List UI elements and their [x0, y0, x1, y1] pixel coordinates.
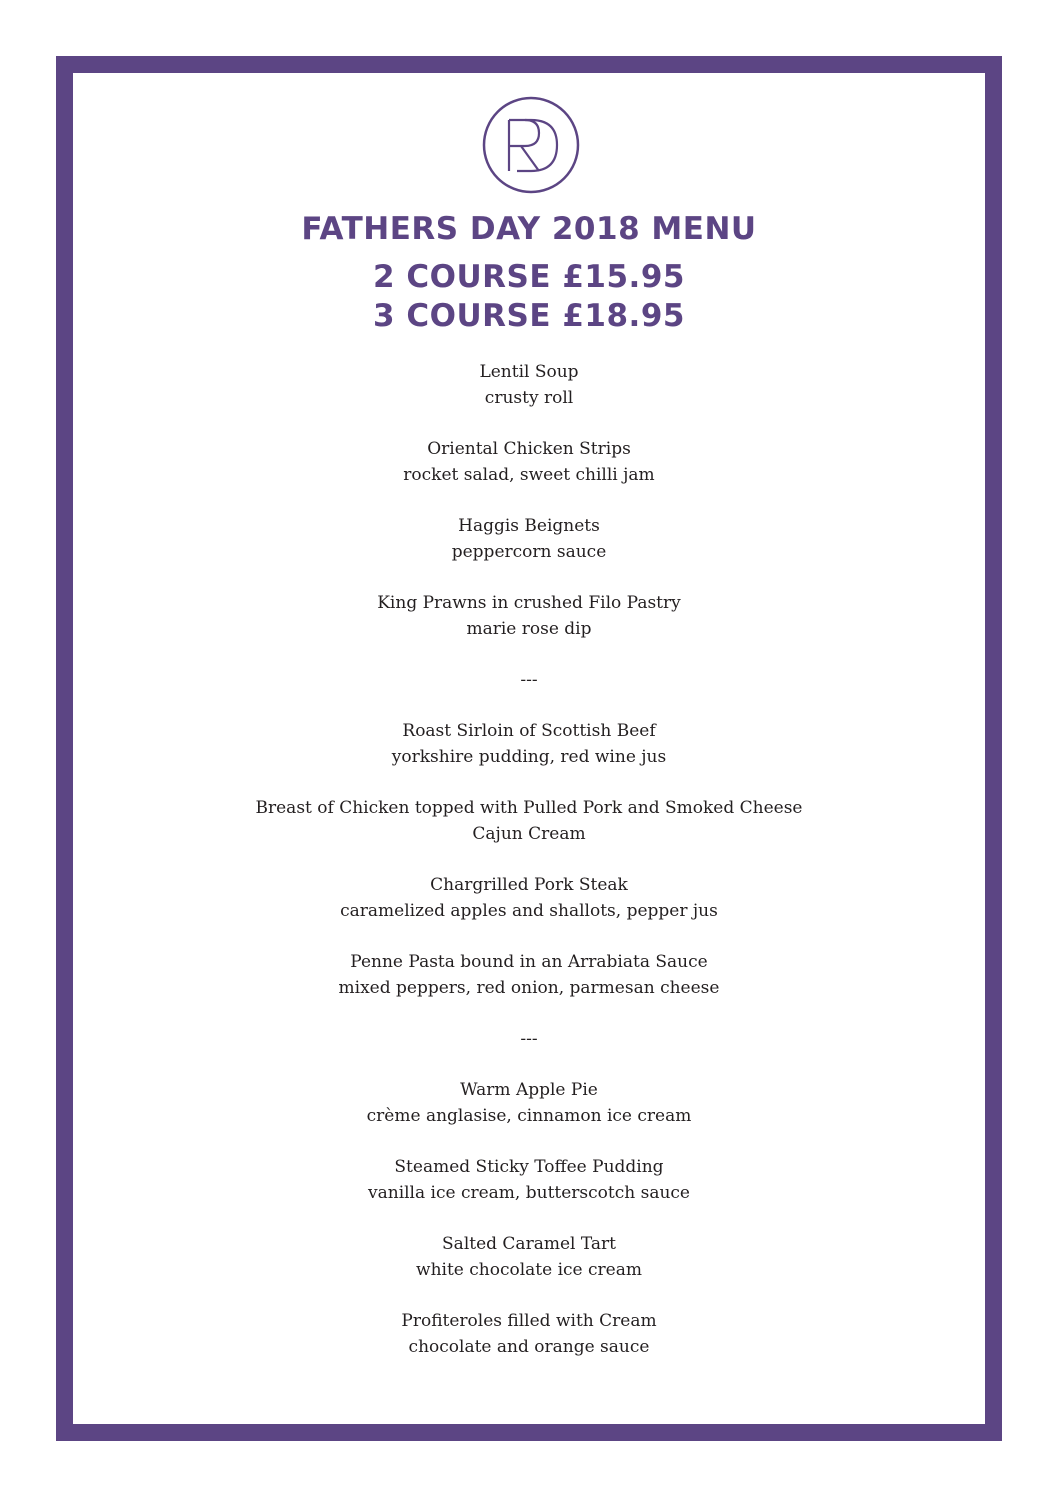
dish-name: King Prawns in crushed Filo Pastry	[377, 593, 681, 613]
dish-description: peppercorn sauce	[451, 542, 607, 562]
dish-name: Lentil Soup	[479, 362, 579, 382]
menu-item	[0, 1077, 1058, 1154]
menu-item	[0, 1308, 1058, 1385]
menu-item	[0, 718, 1058, 795]
menu-item	[0, 1231, 1058, 1308]
dish-description: vanilla ice cream, butterscotch sauce	[368, 1183, 690, 1203]
dish-name: Roast Sirloin of Scottish Beef	[402, 721, 656, 741]
dish-name: Haggis Beignets	[458, 516, 600, 536]
dish-description: rocket salad, sweet chilli jam	[403, 465, 655, 485]
dish-description: Cajun Cream	[472, 824, 586, 844]
menu-item	[0, 872, 1058, 949]
dish-name: Oriental Chicken Strips	[427, 439, 631, 459]
dish-name: Breast of Chicken topped with Pulled Pork and Smoked Cheese	[255, 798, 803, 818]
dish-name: Penne Pasta bound in an Arrabiata Sauce	[350, 952, 708, 972]
dish-description: mixed peppers, red onion, parmesan cheese	[338, 978, 720, 998]
price-three-course: 3 COURSE £18.95	[373, 298, 685, 334]
menu-item	[0, 436, 1058, 513]
menu-item	[0, 1154, 1058, 1231]
menu-item	[0, 949, 1058, 1026]
course-divider: ---	[520, 670, 538, 690]
dish-description: crème anglasise, cinnamon ice cream	[366, 1106, 692, 1126]
dish-description: chocolate and orange sauce	[408, 1337, 650, 1357]
menu-item	[0, 795, 1058, 872]
dish-name: Profiteroles filled with Cream	[401, 1311, 657, 1331]
course-divider: ---	[520, 1029, 538, 1049]
dish-description: crusty roll	[484, 388, 574, 408]
dish-name: Chargrilled Pork Steak	[430, 875, 628, 895]
price-two-course: 2 COURSE £15.95	[373, 259, 685, 295]
menu-item	[0, 359, 1058, 436]
dish-description: white chocolate ice cream	[416, 1260, 642, 1280]
dish-description: marie rose dip	[466, 619, 592, 639]
dish-name: Steamed Sticky Toffee Pudding	[394, 1157, 664, 1177]
dish-description: caramelized apples and shallots, pepper jus	[340, 901, 718, 921]
dish-name: Salted Caramel Tart	[442, 1234, 616, 1254]
dish-description: yorkshire pudding, red wine jus	[391, 747, 667, 767]
menu-item	[0, 513, 1058, 590]
rd-monogram-logo-icon	[481, 95, 581, 195]
menu-item	[0, 590, 1058, 667]
menu-list	[0, 359, 1058, 1385]
dish-name: Warm Apple Pie	[460, 1080, 598, 1100]
menu-title: FATHERS DAY 2018 MENU	[301, 211, 757, 247]
